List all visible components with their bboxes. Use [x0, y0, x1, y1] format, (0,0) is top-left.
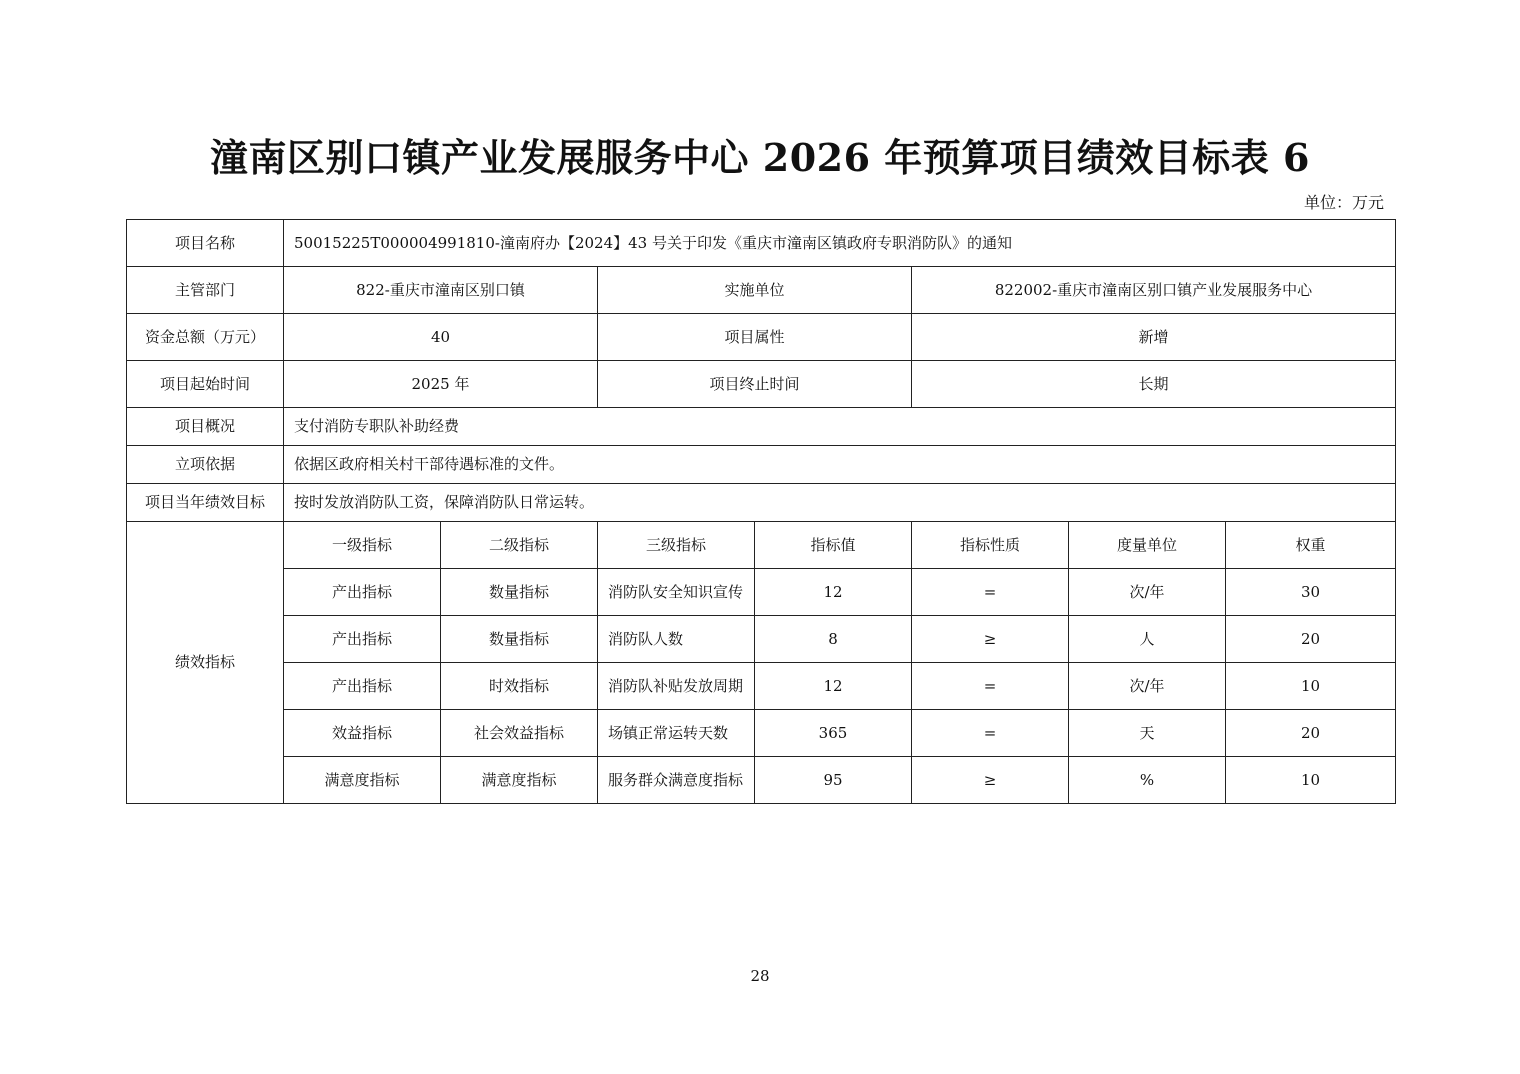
indicator-row — [127, 616, 1396, 663]
unit-cell: 人 — [1069, 616, 1226, 663]
unit-cell: 次/年 — [1069, 569, 1226, 616]
end-time-label: 项目终止时间 — [598, 361, 912, 408]
dept-value: 822-重庆市潼南区别口镇 — [284, 267, 598, 314]
goal-value: 按时发放消防队工资，保障消防队日常运转。 — [284, 484, 1396, 522]
goal-label: 项目当年绩效目标 — [127, 484, 284, 522]
indicator-row — [127, 663, 1396, 710]
weight-cell: 10 — [1226, 663, 1396, 710]
nature-cell: ≥ — [912, 616, 1069, 663]
level2-cell: 数量指标 — [441, 616, 598, 663]
fund-label: 资金总额（万元） — [127, 314, 284, 361]
level1-cell: 产出指标 — [284, 663, 441, 710]
department-row — [127, 267, 1396, 314]
header-nature: 指标性质 — [912, 522, 1069, 569]
impl-unit-label: 实施单位 — [598, 267, 912, 314]
weight-cell: 30 — [1226, 569, 1396, 616]
header-level3: 三级指标 — [598, 522, 755, 569]
unit-cell: 次/年 — [1069, 663, 1226, 710]
value-cell: 12 — [755, 569, 912, 616]
document-title: 潼南区别口镇产业发展服务中心 2026 年预算项目绩效目标表 6 — [210, 135, 1310, 180]
goal-row — [127, 484, 1396, 522]
weight-cell: 20 — [1226, 616, 1396, 663]
header-weight: 权重 — [1226, 522, 1396, 569]
level1-cell: 满意度指标 — [284, 757, 441, 804]
value-cell: 365 — [755, 710, 912, 757]
value-cell: 8 — [755, 616, 912, 663]
value-cell: 95 — [755, 757, 912, 804]
level2-cell: 数量指标 — [441, 569, 598, 616]
header-level1: 一级指标 — [284, 522, 441, 569]
level3-cell: 消防队补贴发放周期 — [598, 663, 755, 710]
indicator-row — [127, 569, 1396, 616]
overview-row — [127, 408, 1396, 446]
header-unit: 度量单位 — [1069, 522, 1226, 569]
unit-label: 单位：万元 — [1303, 193, 1384, 212]
level2-cell: 满意度指标 — [441, 757, 598, 804]
project-name-label: 项目名称 — [127, 220, 284, 267]
value-cell: 12 — [755, 663, 912, 710]
basis-row — [127, 446, 1396, 484]
performance-target-table — [126, 219, 1396, 804]
level1-cell: 效益指标 — [284, 710, 441, 757]
unit-cell: % — [1069, 757, 1226, 804]
nature-cell: ≥ — [912, 757, 1069, 804]
level1-cell: 产出指标 — [284, 569, 441, 616]
fund-value: 40 — [284, 314, 598, 361]
nature-cell: = — [912, 663, 1069, 710]
fund-row — [127, 314, 1396, 361]
period-row — [127, 361, 1396, 408]
level1-cell: 产出指标 — [284, 616, 441, 663]
impl-unit-value: 822002-重庆市潼南区别口镇产业发展服务中心 — [912, 267, 1396, 314]
indicator-row — [127, 710, 1396, 757]
project-attr-value: 新增 — [912, 314, 1396, 361]
level3-cell: 消防队安全知识宣传 — [598, 569, 755, 616]
level3-cell: 场镇正常运转天数 — [598, 710, 755, 757]
project-attr-label: 项目属性 — [598, 314, 912, 361]
header-value: 指标值 — [755, 522, 912, 569]
weight-cell: 20 — [1226, 710, 1396, 757]
end-time-value: 长期 — [912, 361, 1396, 408]
indicator-header-row — [127, 522, 1396, 569]
start-time-label: 项目起始时间 — [127, 361, 284, 408]
indicators-section-label: 绩效指标 — [127, 522, 284, 804]
unit-cell: 天 — [1069, 710, 1226, 757]
basis-value: 依据区政府相关村干部待遇标准的文件。 — [284, 446, 1396, 484]
dept-label: 主管部门 — [127, 267, 284, 314]
level2-cell: 社会效益指标 — [441, 710, 598, 757]
overview-value: 支付消防专职队补助经费 — [284, 408, 1396, 446]
weight-cell: 10 — [1226, 757, 1396, 804]
level3-cell: 消防队人数 — [598, 616, 755, 663]
indicator-row — [127, 757, 1396, 804]
level3-cell: 服务群众满意度指标 — [598, 757, 755, 804]
nature-cell: = — [912, 569, 1069, 616]
overview-label: 项目概况 — [127, 408, 284, 446]
project-name-row — [127, 220, 1396, 267]
nature-cell: = — [912, 710, 1069, 757]
header-level2: 二级指标 — [441, 522, 598, 569]
basis-label: 立项依据 — [127, 446, 284, 484]
start-time-value: 2025 年 — [284, 361, 598, 408]
page-number: 28 — [750, 967, 770, 985]
project-name-value: 50015225T000004991810-潼南府办【2024】43 号关于印发《重庆市潼南区镇政府专职消防队》的通知 — [284, 220, 1396, 267]
level2-cell: 时效指标 — [441, 663, 598, 710]
